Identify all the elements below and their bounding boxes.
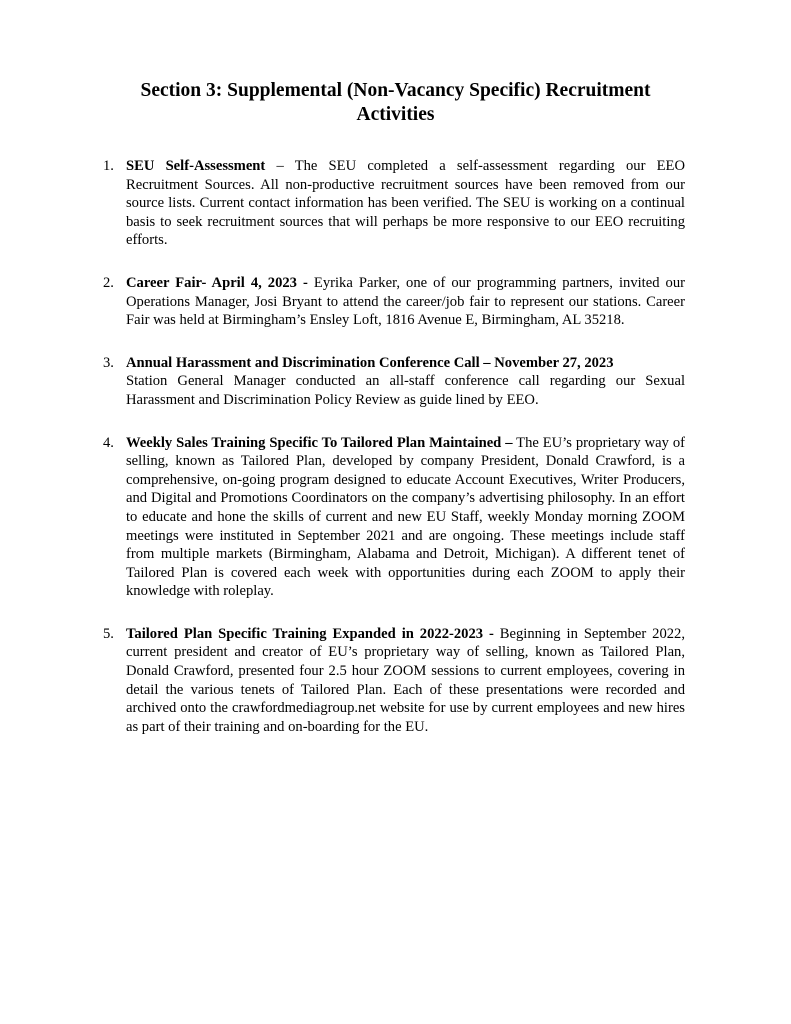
- item-body: [126, 354, 685, 410]
- item-body: [126, 157, 685, 250]
- list-item: [0, 354, 791, 410]
- activity-list: [0, 157, 791, 760]
- item-number: 4.: [103, 434, 114, 451]
- item-heading: SEU Self-Assessment: [126, 158, 266, 174]
- list-item: [0, 157, 791, 250]
- section-title: [100, 79, 691, 127]
- list-item: [0, 274, 791, 330]
- item-text: Station General Manager conducted an all-staff conference call regarding our Sexual Harassment and Discrimination Policy Review as guide lined by EEO.: [126, 373, 685, 408]
- item-number: 1.: [103, 158, 114, 174]
- item-number: 3.: [103, 354, 114, 371]
- item-body: [126, 434, 685, 601]
- section-title-line-1: Section 3: Supplemental (Non-Vacancy Specific) Recruitment: [140, 80, 651, 101]
- item-heading: Career Fair- April 4, 2023 -: [126, 274, 308, 291]
- item-number: 5.: [103, 625, 114, 642]
- item-text: The EU’s proprietary way of selling, known as Tailored Plan, developed by company President, Donald Crawford, is a comprehensive, on-going program designed to educate Account Executives, Writer Producers, and Digital and Promotions Coordinators on the company’s advertising philosophy. In an effort to educate and hone the skills of current and new EU Staff, weekly Monday morning ZOOM meetings were instituted in September 2021 and are ongoing. These meetings include staff from multiple markets (Birmingham, Alabama and Detroit, Michigan). A different tenet of Tailored Plan is covered each week with opportunities during each ZOOM to apply their knowledge with roleplay.: [126, 434, 686, 600]
- item-heading: Annual Harassment and Discrimination Conference Call – November 27, 2023: [126, 354, 614, 371]
- item-heading: Tailored Plan Specific Training Expanded in 2022-2023 -: [126, 625, 494, 642]
- item-text: Beginning in September 2022, current president and creator of EU’s proprietary way of selling, known as Tailored Plan, Donald Crawford, presented four 2.5 hour ZOOM sessions to current employees, covering in detail the various tenets of Tailored Plan. Each of these presentations were recorded and archived onto the crawfordmediagroup.net website for use by current employees and new hires as part of their training and on-boarding for the EU.: [126, 625, 686, 735]
- list-item: [0, 434, 791, 601]
- item-heading: Weekly Sales Training Specific To Tailored Plan Maintained –: [126, 434, 513, 451]
- section-title-line-2: Activities: [356, 104, 435, 125]
- item-text: Eyrika Parker, one of our programming partners, invited our Operations Manager, Josi Bryant to attend the career/job fair to represent our stations. Career Fair was held at Birmingham’s Ensley Loft, 1816 Avenue E, Birmingham, AL 35218.: [126, 274, 686, 329]
- item-body: [126, 625, 685, 737]
- list-item: [0, 625, 791, 737]
- item-text: – The SEU completed a self-assessment regarding our EEO Recruitment Sources. All non-productive recruitment sources have been removed from our source lists. Current contact information has been verified. The SEU is working on a continual basis to seek recruitment sources that will perhaps be more responsive to our EEO recruiting efforts.: [126, 158, 686, 249]
- item-body: [126, 274, 685, 330]
- item-number: 2.: [103, 274, 114, 291]
